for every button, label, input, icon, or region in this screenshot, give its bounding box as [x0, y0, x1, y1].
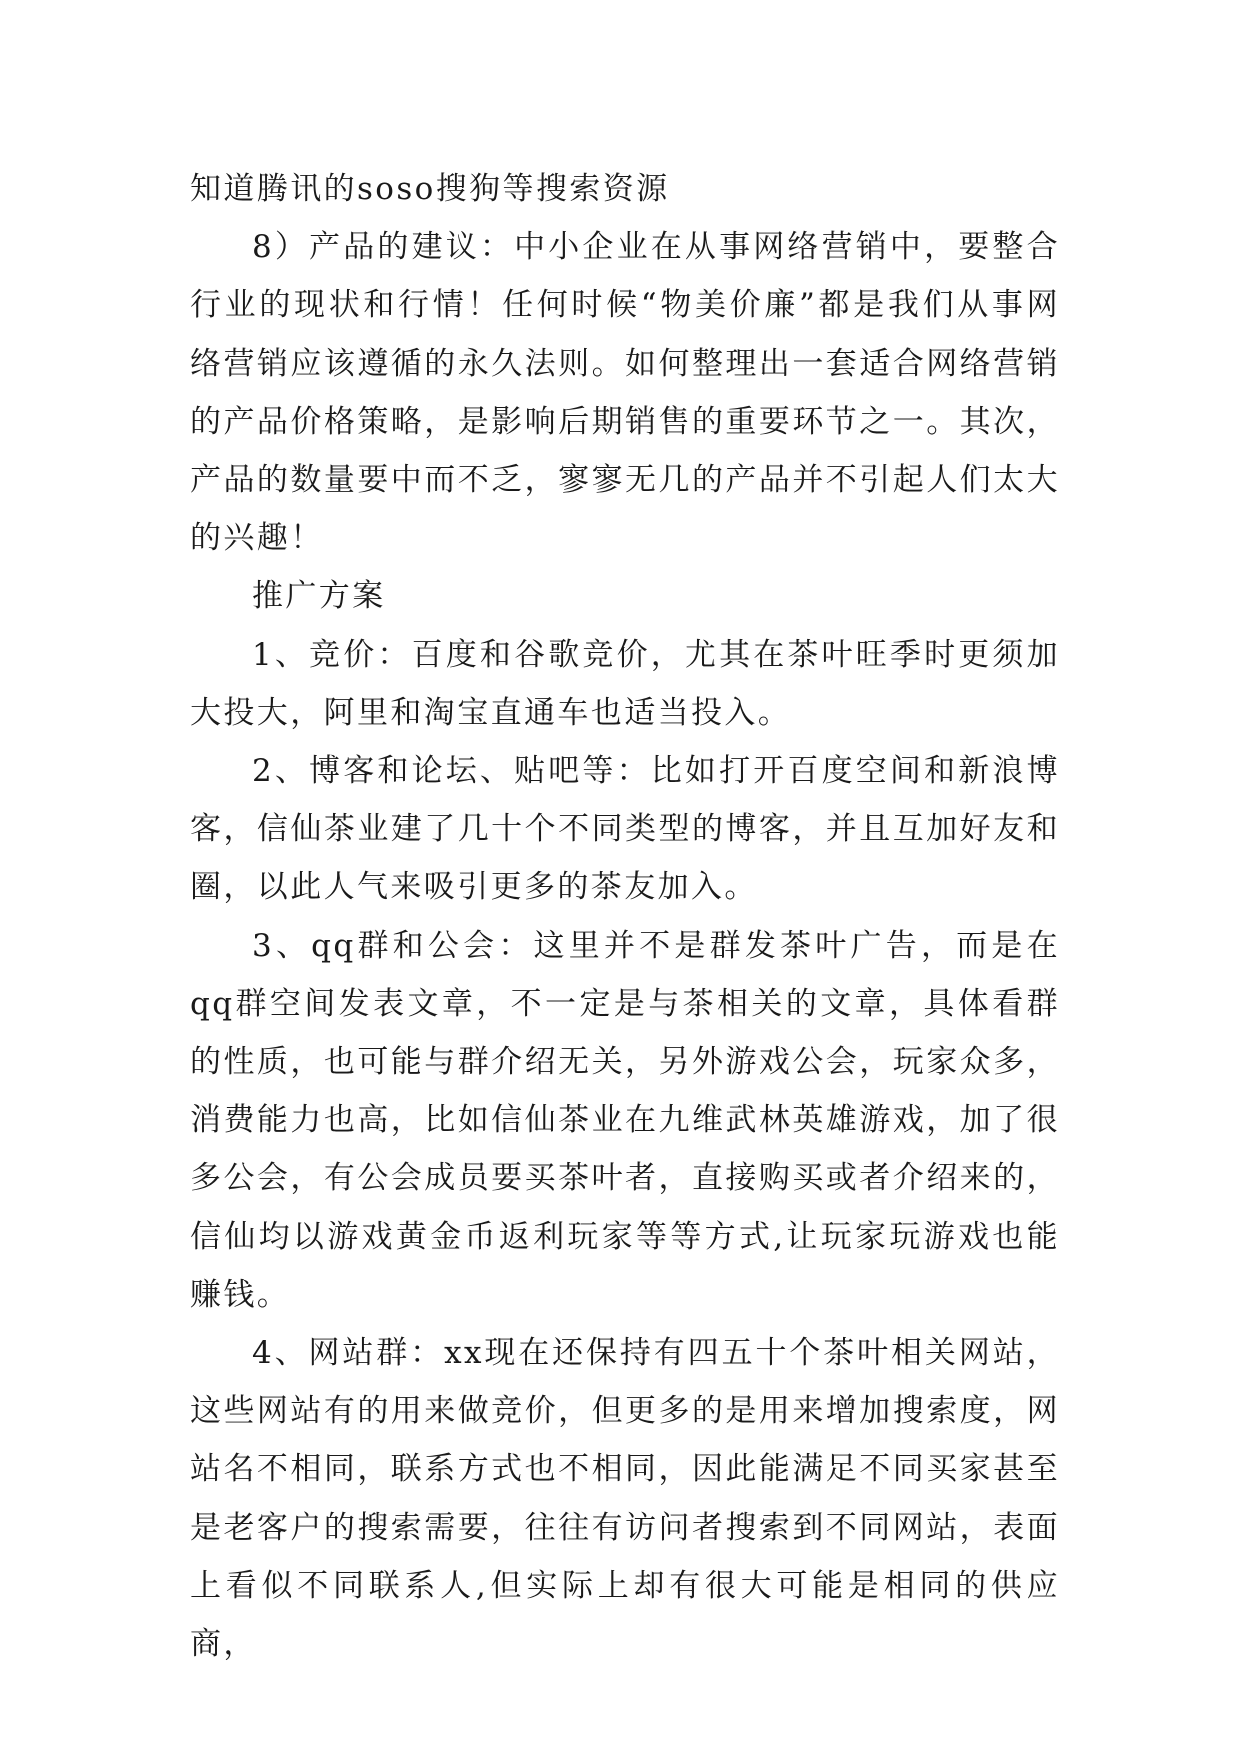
paragraph-website-group: 4、网站群：xx现在还保持有四五十个茶叶相关网站，这些网站有的用来做竞价，但更多的是用来增加搜索度，网站名不相同，联系方式也不相同，因此能满足不同买家甚至是老客户的搜索需要，往往有访问者搜索到不同网站，表面上看似不同联系人,但实际上却有很大可能是相同的供应商，	[190, 1335, 1060, 1663]
paragraph-blogs-forums: 2、博客和论坛、贴吧等：比如打开百度空间和新浪博客，信仙茶业建了几十个不同类型的博客，并且互加好友和圈，以此人气来吸引更多的茶友加入。	[190, 753, 1060, 906]
paragraph-qq-groups-guilds: 3、qq群和公会：这里并不是群发茶叶广告，而是在qq群空间发表文章，不一定是与茶相关的文章，具体看群的性质，也可能与群介绍无关，另外游戏公会，玩家众多，消费能力也高，比如信仙茶业在九维武林英雄游戏，加了很多公会，有公会成员要买茶叶者，直接购买或者介绍来的，信仙均以游戏黄金币返利玩家等等方式,让玩家玩游戏也能赚钱。	[190, 927, 1060, 1313]
paragraph-product-suggestion: 8）产品的建议：中小企业在从事网络营销中，要整合行业的现状和行情！任何时候“物美价廉”都是我们从事网络营销应该遵循的永久法则。如何整理出一套适合网络营销的产品价格策略，是影响后期销售的重要环节之一。其次，产品的数量要中而不乏，寥寥无几的产品并不引起人们太大的兴趣！	[190, 229, 1060, 557]
document-body	[190, 160, 1060, 1673]
paragraph-bidding: 1、竞价：百度和谷歌竞价，尤其在茶叶旺季时更须加大投大，阿里和淘宝直通车也适当投入。	[190, 636, 1060, 731]
paragraph-search-resources: 知道腾讯的soso搜狗等搜索资源	[190, 171, 670, 207]
section-heading-promotion-plan: 推广方案	[252, 578, 386, 615]
